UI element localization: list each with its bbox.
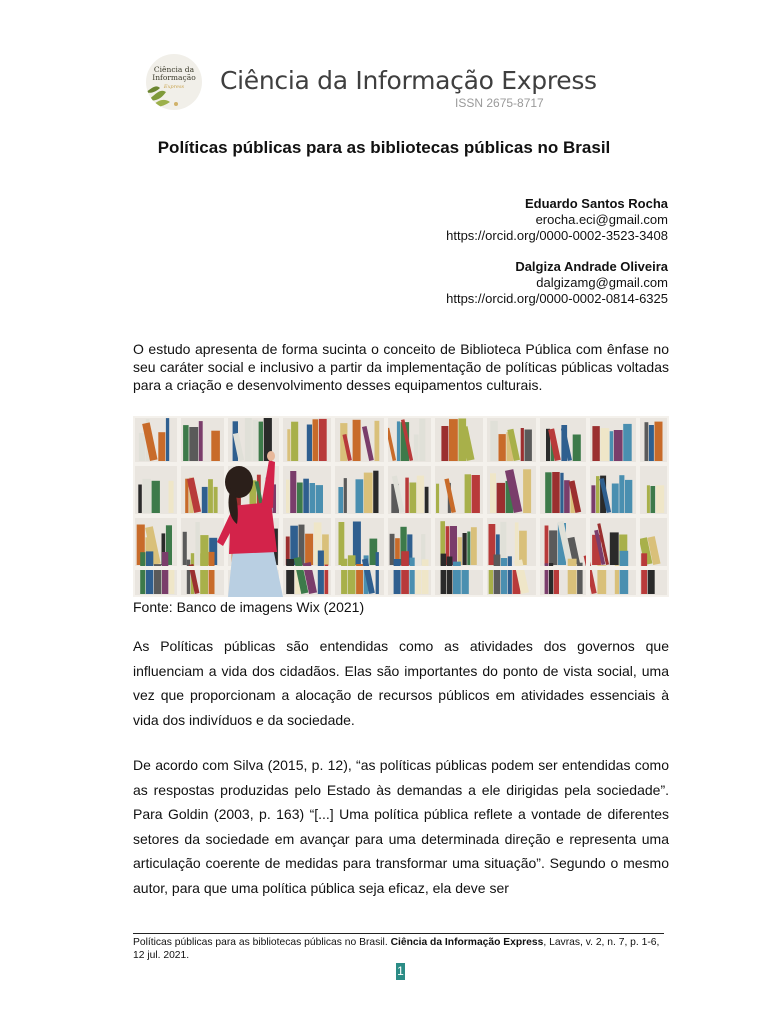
author-email[interactable]: erocha.eci@gmail.com (535, 212, 668, 227)
book (338, 487, 343, 513)
book (619, 475, 624, 513)
book (166, 418, 169, 461)
author-block (446, 259, 668, 307)
book (554, 568, 559, 594)
book (152, 481, 160, 513)
book (356, 479, 364, 513)
book (489, 566, 493, 594)
book (286, 480, 290, 513)
shelf-board (133, 462, 669, 466)
footnote-journal: Ciência da Informação Express (390, 937, 544, 948)
footnote-tail: , Lavras, v. 2, n. 7, p. 1-6, 12 jul. 2021. (133, 937, 660, 961)
book (376, 552, 379, 594)
body-paragraph: De acordo com Silva (2015, p. 12), “as políticas públicas podem ser entendidas como as respostas produzidas pelo Estado às demandas a ele dirigidas pela sociedade”. Para Goldin (2003, p. 163) “[...] Uma política pública reflete a vontade de diferentes setores da sociedade em avançar para uma determinada direção e representa uma articulação coerente de medidas para transformar uma situação”. Segundo o mesmo autor, para que uma política pública seja eficaz, ela deve ser (133, 757, 669, 896)
book (341, 559, 347, 594)
book (303, 479, 309, 513)
book (297, 483, 303, 514)
logo-text: Ciência da Informação Express (152, 65, 196, 90)
book (545, 472, 551, 513)
bookshelf-image (133, 416, 669, 597)
journal-name: Ciência da Informação Express (220, 66, 597, 95)
book (169, 568, 175, 594)
figure-caption: Fonte: Banco de imagens Wix (2021) (133, 599, 365, 615)
book (305, 534, 313, 565)
book (471, 527, 477, 565)
book (625, 480, 632, 513)
book (259, 422, 263, 461)
book (620, 551, 629, 594)
book (200, 553, 208, 594)
book (162, 552, 168, 594)
book (287, 429, 290, 461)
footnote-lead: Políticas públicas para as bibliotecas públicas no Brasil. (133, 937, 391, 948)
book (612, 484, 619, 514)
book (291, 422, 298, 461)
book (499, 434, 506, 461)
book (401, 551, 409, 594)
book (515, 522, 519, 565)
book (307, 425, 312, 462)
book (313, 419, 319, 461)
book (641, 553, 647, 594)
book (560, 473, 563, 513)
book (465, 474, 471, 513)
book (199, 421, 203, 461)
book (463, 533, 467, 565)
book (286, 559, 294, 594)
book (645, 422, 649, 461)
book (623, 424, 632, 461)
book (425, 487, 429, 513)
book (417, 476, 424, 513)
book (339, 522, 345, 565)
book (405, 478, 409, 513)
book (422, 559, 429, 594)
paper-title: Políticas públicas para as bibliotecas públicas no Brasil (157, 138, 611, 157)
book (497, 483, 505, 513)
shelf-board (133, 514, 669, 518)
book (140, 552, 145, 594)
book (441, 426, 448, 461)
book (183, 532, 187, 565)
journal-logo (146, 54, 202, 110)
book (344, 478, 347, 513)
author-name: Dalgiza Andrade Oliveira (515, 259, 668, 274)
book (648, 566, 655, 594)
book (521, 428, 524, 461)
book (245, 418, 252, 461)
book (183, 425, 189, 461)
book (649, 425, 654, 461)
book (169, 481, 174, 513)
book (490, 421, 498, 461)
book (545, 526, 549, 566)
book (610, 532, 619, 565)
author-orcid[interactable]: https://orcid.org/0000-0002-3523-3408 (446, 228, 668, 243)
book (419, 419, 425, 461)
book (290, 471, 296, 513)
book (214, 487, 218, 513)
book (523, 469, 531, 513)
book (462, 568, 469, 594)
book (146, 551, 153, 594)
book (414, 435, 419, 462)
book (596, 476, 600, 513)
book (211, 431, 220, 461)
book (472, 475, 480, 513)
issn: ISSN 2675-8717 (455, 96, 544, 110)
book (158, 432, 165, 461)
book (208, 479, 213, 513)
book (447, 557, 453, 595)
book (441, 554, 447, 594)
book (494, 555, 501, 595)
bookshelf-figure (133, 416, 669, 597)
leaves-icon (146, 54, 202, 110)
abstract: O estudo apresenta de forma sucinta o conceito de Biblioteca Pública com ênfase no seu caráter social e inclusivo a partir da implementação de políticas públicas voltadas para a criação e desenvolvimento desses equipamentos culturais. (133, 341, 669, 393)
book (410, 483, 417, 514)
book (458, 537, 462, 565)
book (252, 420, 258, 461)
book (202, 487, 208, 513)
book (490, 473, 496, 513)
book (318, 551, 324, 595)
book (436, 484, 439, 513)
book (467, 532, 470, 566)
author-block (446, 196, 668, 244)
footnote (133, 936, 669, 962)
book (189, 427, 198, 461)
book (501, 558, 507, 594)
logo-sub: Express (163, 84, 185, 90)
book (138, 485, 142, 514)
book (319, 419, 327, 461)
book (614, 430, 623, 461)
shelf-board (133, 566, 669, 570)
book (549, 530, 557, 565)
book (600, 428, 609, 461)
book (394, 559, 401, 594)
book (209, 552, 215, 594)
book (353, 420, 361, 461)
body-paragraph: As Políticas públicas são entendidas como as atividades dos governos que influenciam a vida dos cidadãos. Elas são importantes do ponto de vista social, uma vez que proporcionam a alocação de recursos públicos em atividades essenciais à vida dos indivíduos e da sociedade. (133, 638, 669, 728)
book (310, 483, 316, 513)
book (656, 485, 665, 513)
book (316, 485, 323, 513)
book (508, 556, 512, 594)
book (139, 433, 145, 461)
book (647, 485, 650, 513)
book (592, 426, 599, 461)
book (651, 486, 656, 513)
book (415, 566, 421, 594)
footnote-rule (133, 933, 664, 934)
book (568, 559, 577, 594)
book (591, 485, 595, 513)
author-email[interactable]: dalgizamg@gmail.com (536, 275, 668, 290)
book (552, 472, 560, 513)
book (525, 430, 532, 462)
book (364, 473, 373, 513)
book (348, 555, 356, 594)
book (373, 471, 378, 513)
book (195, 522, 199, 565)
book (564, 480, 570, 513)
book (375, 421, 380, 461)
page-number: 1 (397, 964, 404, 978)
book (573, 435, 581, 462)
book (397, 421, 400, 461)
book (449, 419, 458, 461)
author-orcid[interactable]: https://orcid.org/0000-0002-0814-6325 (446, 291, 668, 306)
shelf-board (133, 416, 669, 418)
book (410, 558, 415, 594)
book (610, 431, 614, 461)
book (142, 479, 151, 513)
book (655, 422, 663, 461)
shelf-board (133, 595, 669, 597)
author-name: Eduardo Santos Rocha (524, 196, 668, 211)
